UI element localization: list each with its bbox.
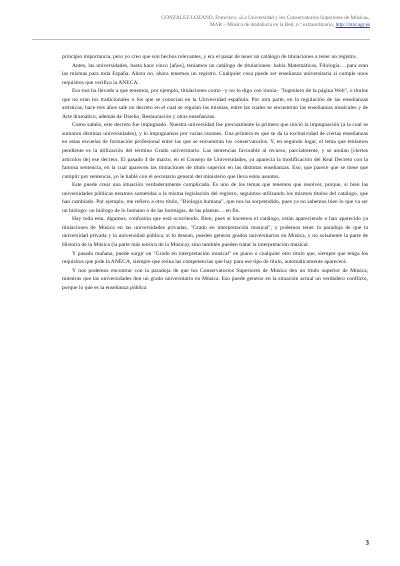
page-number: 3 (365, 539, 369, 547)
paragraph: Y nos podemos encontrar con la paradoja de que los Conservatorios Superiores de Música den un título superior de Música, mientras que las universidades den un grado universitario en Música. Eso puede generar en la situación actual un verdadero conflicto, porque lo que es la enseñanza pública (62, 267, 368, 291)
paragraph: Y pasado mañana, puede surgir un "Grado en interpretación musical" en piano o cualquier otro título que, siempre que tenga los requisitos que pide la ANECA, siempre que reúna las competencias que hay para ese tipo de título, automáticamente aparecerá. (62, 250, 368, 266)
header-citation: GONZÁLEZ LOZANO, Francisco, «La Universidad y los Conservatorios Superiores de Música», (161, 15, 370, 21)
header-divider (32, 39, 370, 40)
body-text (62, 53, 368, 292)
paragraph: Como sabéis, este decreto fue impugnado. Nuestra universidad fue precisamente la primera que inició la impugnación (a la cual se sumaron distintas universidades), y lo impugnamos por varias razones. Una primera es que se da la exclusividad de ciertas enseñanzas en estas escuelas de formación profesional entre las que se encuentran los conservatorios. Y, en segundo lugar, el tema que teníamos pendiente es la utilización del término Grado universitario. Las sentencias favorable al recurso, parcialmente, y se anulan [ciertos artículos de] ese decreto. El pasado 4 de marzo, en el Consejo de Universidades, ya aparecía la modificación del Real Decreto con la famosa sentencia, en la cual aparecen las titulaciones de título superior en las distintas enseñanzas. Eso, que parece que se tiene que cumplir por sentencia, yo le hablé con el secretario general del ministerio que lleva estos asuntos. (62, 122, 368, 180)
paragraph: principio importancia, pero yo creo que son hechos relevantes, y era el pasar de tener un catálogo de titulaciones a tener un registro. (62, 54, 357, 60)
paragraph: Este puede crear una situación verdaderamente complicada. Es uno de los temas que tenemos que resolver, porque, si bien las universidades públicas estamos sometidas a la misma legislación del registro, seguimos utilizando los mismos títulos del catálogo, que han cambiado. Por ejemplo, me refiero a otro título, "Biología humana", que nos ha sorprendido, pues ya no sabemos bien lo que va ser un biólogo: un biólogo de lo humano o de las hormigas, de las plantas… en fin. (62, 182, 368, 214)
header-source (32, 22, 370, 29)
paragraph: Eso nos ha llevado a que tenemos, por ejemplo, titulaciones como –y no lo digo con ironía– "Ingeniero de la página Web", o títulos que no eran los tradicionales o los que se conocían en la Universidad española. Por otra parte, en la regulación de las enseñanzas artísticas, hace tres años sale un decreto en el cual se regulan las mismas, entre las cuales se encuentran las enseñanzas musicales y de Arte dramático, además de Diseño, Restauración y otras enseñanzas. (62, 88, 368, 120)
paragraph: Hay toda esta, digamos, confusión que está ocurriendo. Bien, pues si hacemos el catálogo, están apareciendo o han aparecido ya titulaciones de Música en las universidades privadas, "Grado en interpretación musical", y podemos tener la paradoja de que la universidad privada y la universidad pública, si lo desean, pueden generar grados universitarios en Música, y no solamente la parte de Historia de la Música (la parte más teórica de la Música), sino también pueden tratar la interpretación musical. (62, 216, 368, 249)
paragraph: Antes, las universidades, hasta hace cinco [años], teníamos un catálogo de titulaciones: había Matemáticas, Filología… para eran las mismas para toda España. Ahora no, ahora tenemos un registro. Cualquier cosa puede ser enseñanza universitaria si cumple unos requisitos que verifica la ANECA. (62, 62, 368, 86)
header-link[interactable]: http://mar.ugr.es (335, 22, 370, 28)
running-header (32, 15, 370, 29)
header-source-text: MAR – Música de Andalucía en la Red, n.º extraordinario, (209, 22, 336, 28)
